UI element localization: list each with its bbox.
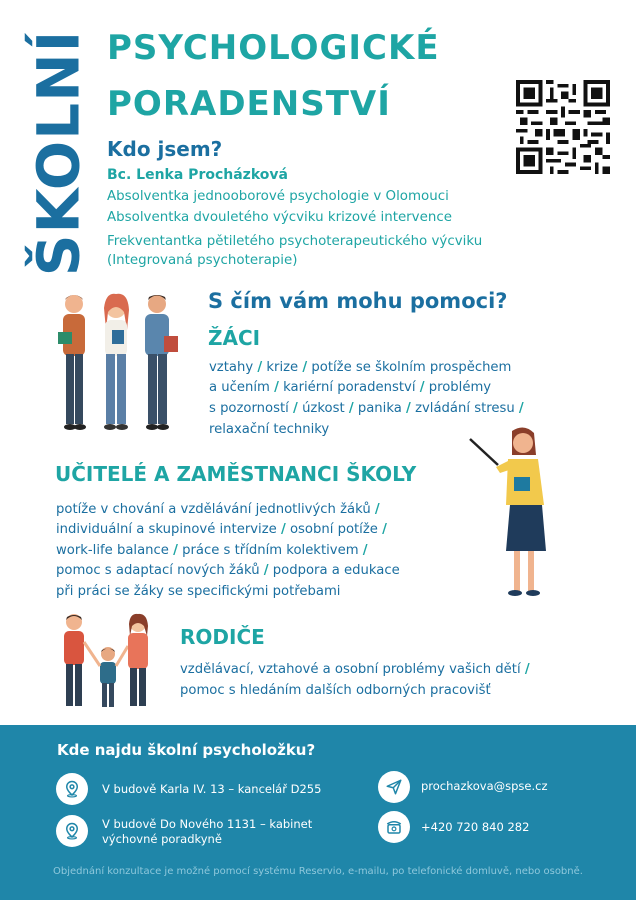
email-link[interactable]: prochazkova@spse.cz <box>421 779 548 793</box>
intro-heading: Kdo jsem? <box>107 137 223 161</box>
parents-line: pomoc s hledáním dalších odborných pracovišť <box>180 683 491 698</box>
teacher-illustration <box>468 425 568 605</box>
teachers-line: potíže v chování a vzdělávání jednotlivých žáků / <box>56 502 380 517</box>
students-line: s pozorností / úzkost / panika / zvládání stresu / <box>209 401 524 416</box>
students-line: relaxační techniky <box>209 422 330 437</box>
location-pin-icon <box>56 773 88 805</box>
footer-heading: Kde najdu školní psycholožku? <box>57 741 316 759</box>
students-illustration <box>44 290 194 440</box>
qr-code[interactable] <box>516 80 610 174</box>
qualification-line: (Integrovaná psychoterapie) <box>107 253 298 268</box>
parents-illustration <box>52 612 162 712</box>
teachers-line: individuální a skupinové intervize / osobní potíže / <box>56 522 387 537</box>
students-line: a učením / kariérní poradenství / problémy <box>209 380 492 395</box>
page-title-line1: PSYCHOLOGICKÉ <box>107 28 440 68</box>
phone-link[interactable]: +420 720 840 282 <box>421 820 530 834</box>
teachers-line: pomoc s adaptací nových žáků / podpora a edukace <box>56 563 400 578</box>
parents-heading: RODIČE <box>180 625 265 649</box>
phone-icon <box>378 811 410 843</box>
students-line: vztahy / krize / potíže se školním prospěchem <box>209 360 512 375</box>
page-title-line2: PORADENSTVÍ <box>107 84 391 124</box>
teachers-heading: UČITELÉ A ZAMĚSTNANCI ŠKOLY <box>55 462 417 486</box>
qualification-line: Absolventka jednooborové psychologie v Olomouci <box>107 189 449 204</box>
qualification-line: Frekventantka pětiletého psychoterapeutického výcviku <box>107 234 483 249</box>
students-heading: ŽÁCI <box>208 326 261 350</box>
location-pin-icon <box>56 815 88 847</box>
vertical-title-text: ŠKOLNÍ <box>24 29 92 277</box>
parents-line: vzdělávací, vztahové a osobní problémy vašich dětí / <box>180 662 530 677</box>
send-mail-icon <box>378 771 410 803</box>
psychologist-name: Bc. Lenka Procházková <box>107 167 288 183</box>
location1-text: V budově Karla IV. 13 – kancelář D255 <box>102 782 322 796</box>
qualification-line: Absolventka dvouletého výcviku krizové intervence <box>107 210 452 225</box>
teachers-line: při práci se žáky se specifickými potřebami <box>56 584 341 599</box>
booking-note: Objednání konzultace je možné pomocí systému Reservio, e-mailu, po telefonické domluvě, nebo osobně. <box>53 866 583 877</box>
help-heading: S čím vám mohu pomoci? <box>208 289 508 313</box>
contact-footer <box>0 725 636 900</box>
location2-text: V budově Do Nového 1131 – kabinet výchovné poradkyně <box>102 817 313 846</box>
teachers-line: work-life balance / práce s třídním kolektivem / <box>56 543 368 558</box>
vertical-title <box>18 30 98 276</box>
